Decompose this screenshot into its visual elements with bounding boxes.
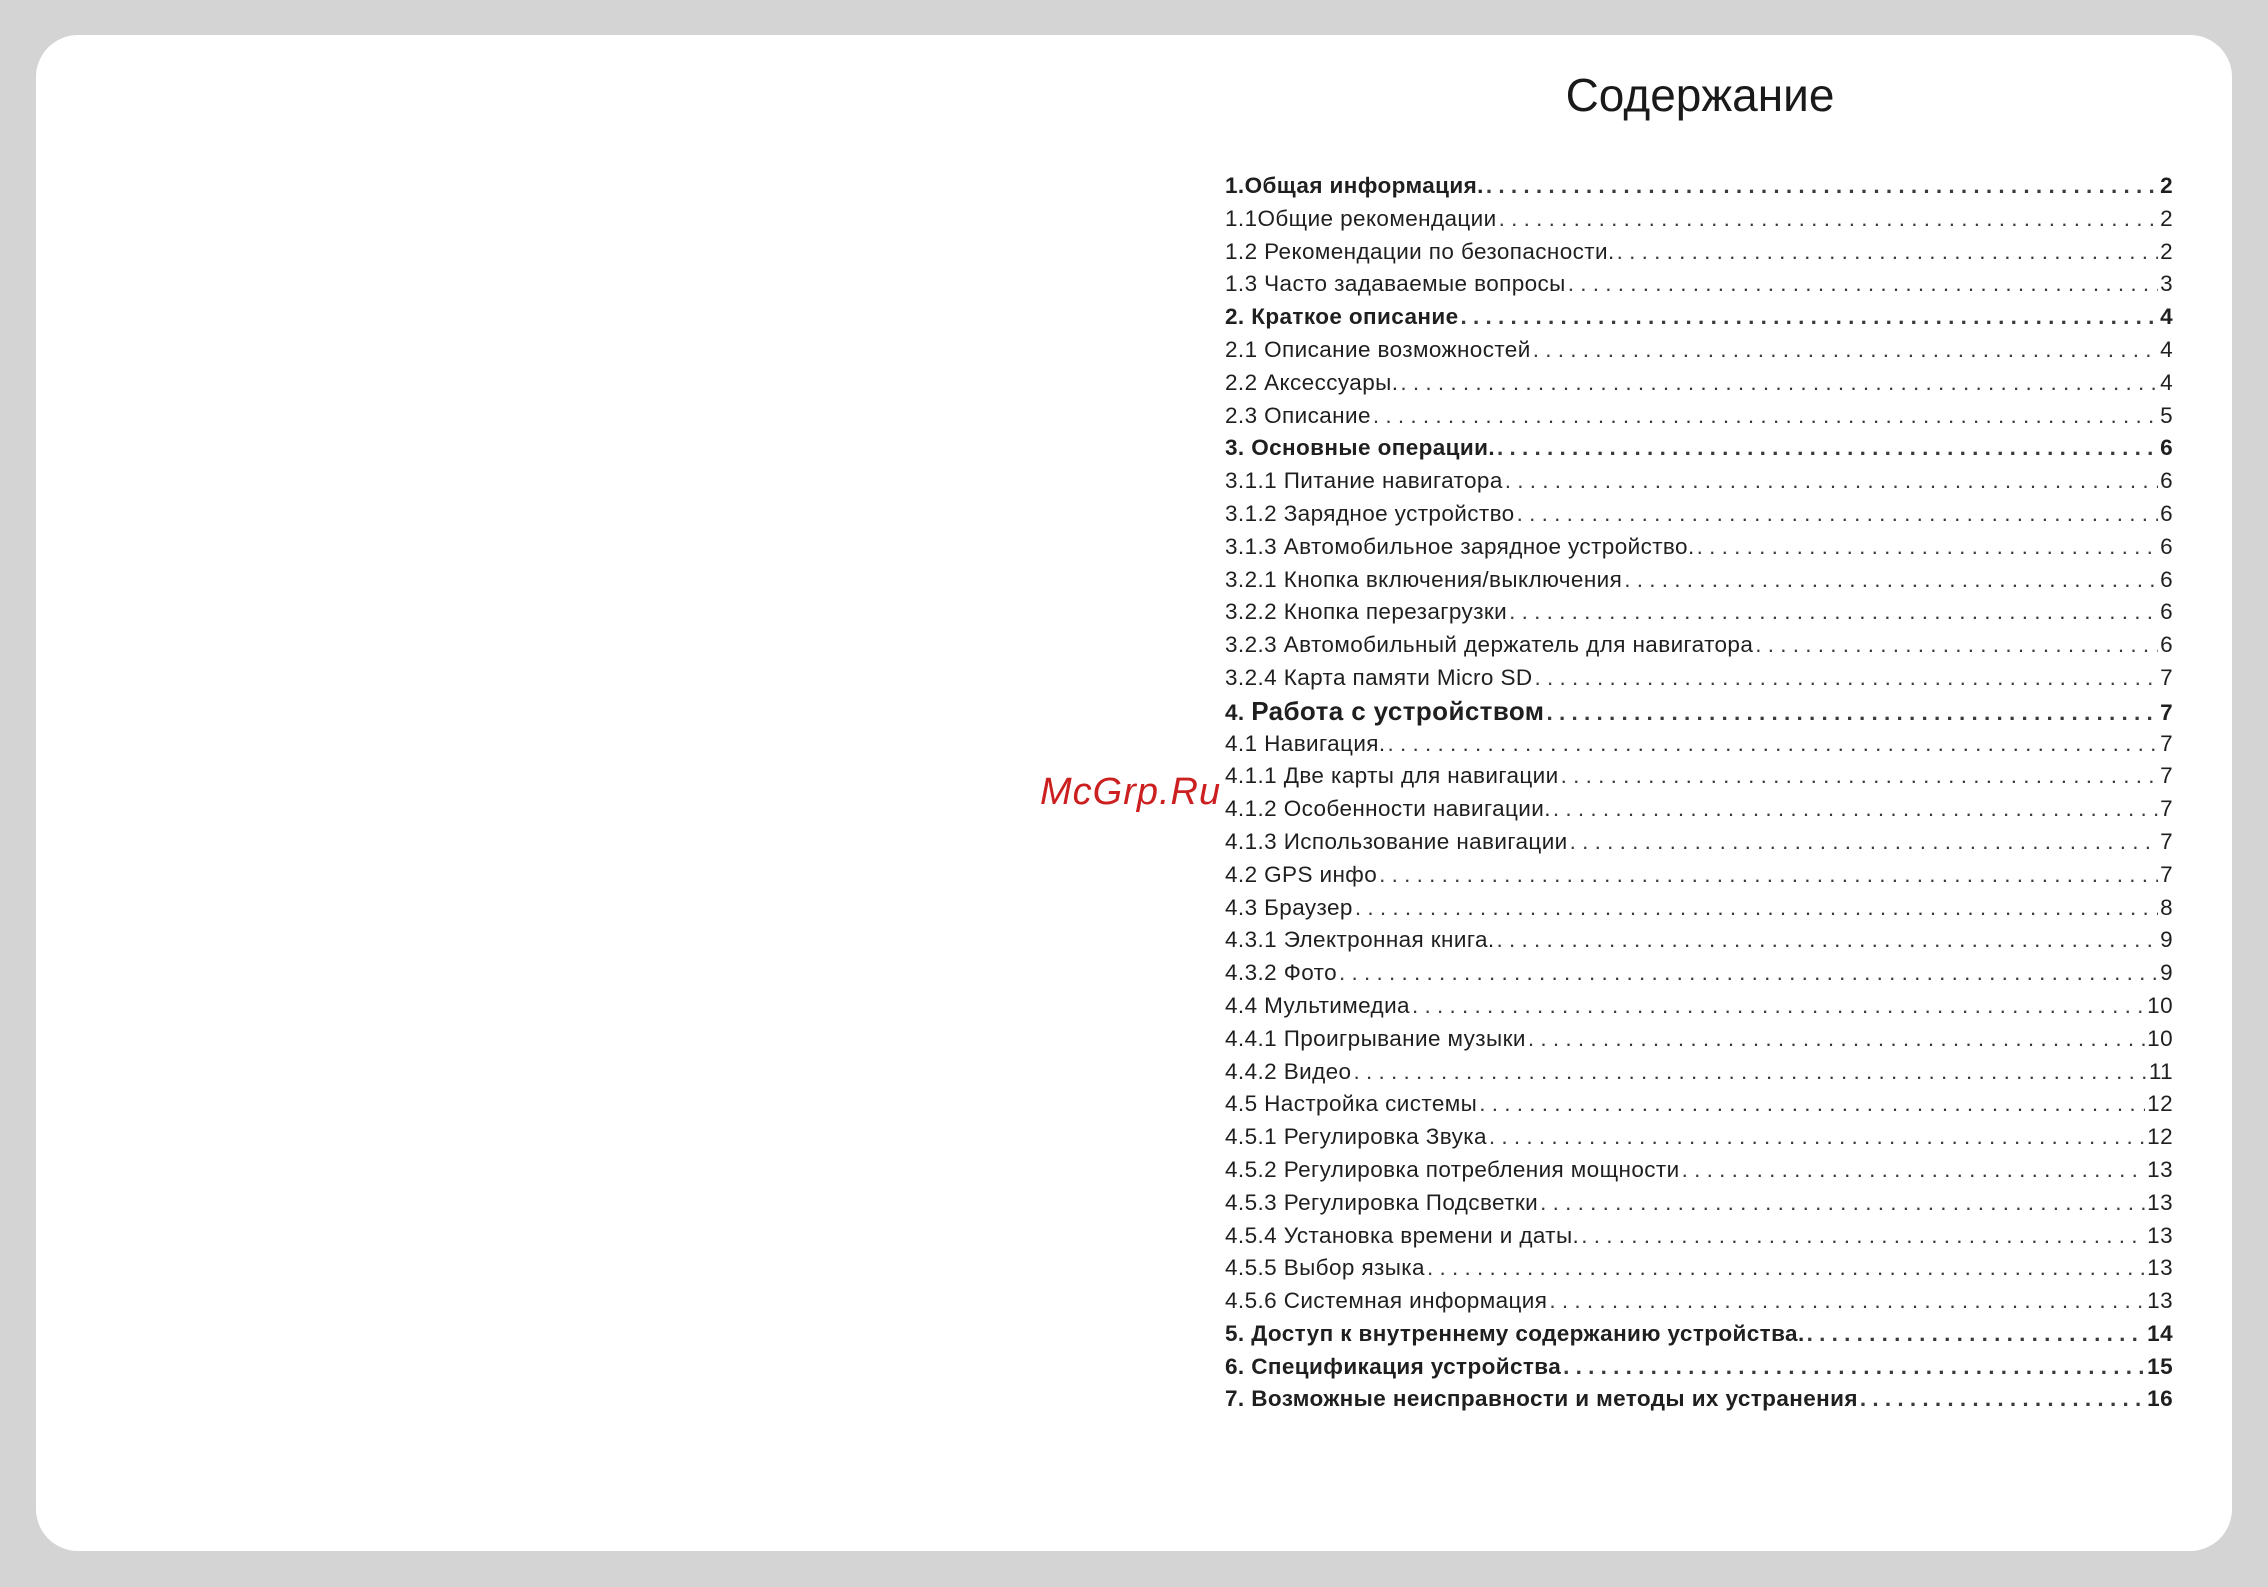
toc-entry xyxy=(1225,1056,2173,1089)
toc-entry-page-number: 14 xyxy=(2147,1320,2173,1346)
toc-leader-dots xyxy=(1568,268,2158,301)
page-title: Содержание xyxy=(1565,69,1835,121)
toc-entry xyxy=(1225,236,2173,269)
toc-entry-label: 4.5.4 Установка времени и даты. xyxy=(1225,1222,1580,1248)
toc-entry-label: 1.Общая информация. xyxy=(1225,173,1484,198)
toc-entry xyxy=(1225,892,2173,925)
toc-entry-page-number: 13 xyxy=(2147,1288,2173,1314)
toc-leader-dots xyxy=(1617,236,2158,269)
toc-entry-page-number: 4 xyxy=(2160,369,2173,395)
toc-entry xyxy=(1225,629,2173,662)
toc-entry-label: 4.1 Навигация. xyxy=(1225,730,1386,756)
toc-entry-page-number: 4 xyxy=(2160,304,2173,330)
toc-entry-label: 2.3 Описание xyxy=(1225,402,1371,428)
toc-entry xyxy=(1225,596,2173,629)
toc-entry-label: 4.1.1 Две карты для навигации xyxy=(1225,763,1559,789)
watermark: McGrp.Ru xyxy=(1040,771,1222,813)
toc-entry-label: 4.4.1 Проигрывание музыки xyxy=(1225,1025,1526,1051)
toc-entry-page-number: 7 xyxy=(2160,664,2173,690)
toc-leader-dots xyxy=(1400,367,2158,400)
toc-entry-page-number: 10 xyxy=(2147,1025,2173,1051)
toc-entry-page-number: 6 xyxy=(2160,468,2173,494)
toc-entry-label: 3.2.3 Автомобильный держатель для навигатора xyxy=(1225,632,1754,658)
toc-entry-page-number: 13 xyxy=(2147,1189,2173,1215)
toc-entry-page-number: 15 xyxy=(2147,1353,2173,1379)
toc-entry xyxy=(1225,465,2173,498)
toc-leader-dots xyxy=(1489,1121,2145,1154)
toc-entry xyxy=(1225,1383,2173,1416)
toc-entry xyxy=(1225,268,2173,301)
toc-entry-label: 3.1.3 Автомобильное зарядное устройство. xyxy=(1225,533,1695,559)
toc-entry-label: 4. Работа с устройством xyxy=(1225,695,1545,726)
toc-entry-label: 3.2.1 Кнопка включения/выключения xyxy=(1225,566,1623,592)
toc-leader-dots xyxy=(1563,1351,2145,1384)
toc-entry-page-number: 7 xyxy=(2160,861,2173,887)
toc-leader-dots xyxy=(1505,465,2158,498)
toc-leader-dots xyxy=(1486,170,2158,203)
toc-leader-dots xyxy=(1339,957,2158,990)
toc-leader-dots xyxy=(1755,629,2158,662)
toc-entry-page-number: 4 xyxy=(2160,336,2173,362)
toc-leader-dots xyxy=(1535,662,2159,695)
toc-entry-label: 4.5.2 Регулировка потребления мощности xyxy=(1225,1156,1680,1182)
toc-entry-label: 4.2 GPS инфо xyxy=(1225,861,1378,887)
toc-leader-dots xyxy=(1624,564,2158,597)
toc-entry-page-number: 6 xyxy=(2160,533,2173,559)
toc-entry-page-number: 12 xyxy=(2147,1091,2173,1117)
toc-entry-label: 4.5 Настройка системы xyxy=(1225,1091,1478,1117)
toc-entry xyxy=(1225,301,2173,334)
toc-leader-dots xyxy=(1412,990,2145,1023)
toc-entry xyxy=(1225,990,2173,1023)
toc-entry-page-number: 7 xyxy=(2160,699,2173,725)
toc-entry xyxy=(1225,1285,2173,1318)
toc-leader-dots xyxy=(1497,924,2159,957)
table-of-contents xyxy=(1225,170,2173,1416)
toc-entry xyxy=(1225,1088,2173,1121)
toc-entry xyxy=(1225,498,2173,531)
toc-entry xyxy=(1225,793,2173,826)
toc-leader-dots xyxy=(1479,1088,2145,1121)
toc-entry xyxy=(1225,334,2173,367)
toc-entry xyxy=(1225,367,2173,400)
toc-leader-dots xyxy=(1546,697,2158,728)
toc-leader-dots xyxy=(1427,1252,2145,1285)
toc-entry-page-number: 6 xyxy=(2160,500,2173,526)
toc-leader-dots xyxy=(1517,498,2158,531)
toc-leader-dots xyxy=(1353,1056,2146,1089)
toc-entry-label: 3.2.4 Карта памяти Micro SD xyxy=(1225,664,1533,690)
toc-entry-page-number: 8 xyxy=(2160,894,2173,920)
toc-entry xyxy=(1225,170,2173,203)
toc-entry-page-number: 7 xyxy=(2160,796,2173,822)
toc-entry-label: 4.4.2 Видео xyxy=(1225,1058,1352,1084)
toc-entry-page-number: 7 xyxy=(2160,730,2173,756)
toc-entry xyxy=(1225,1351,2173,1384)
toc-leader-dots xyxy=(1697,531,2158,564)
toc-entry xyxy=(1225,1220,2173,1253)
toc-leader-dots xyxy=(1540,1187,2145,1220)
toc-leader-dots xyxy=(1549,1285,2145,1318)
toc-entry xyxy=(1225,695,2173,728)
toc-entry-page-number: 7 xyxy=(2160,828,2173,854)
toc-entry-label: 4.5.5 Выбор языка xyxy=(1225,1255,1425,1281)
toc-entry-label: 3.2.2 Кнопка перезагрузки xyxy=(1225,599,1508,625)
toc-entry-page-number: 6 xyxy=(2160,566,2173,592)
toc-entry-label: 3. Основные операции. xyxy=(1225,435,1496,461)
toc-entry-page-number: 2 xyxy=(2160,173,2173,198)
toc-entry-page-number: 13 xyxy=(2147,1255,2173,1281)
toc-entry xyxy=(1225,1187,2173,1220)
toc-entry xyxy=(1225,760,2173,793)
toc-entry-label: 2.2 Аксессуары. xyxy=(1225,369,1399,395)
toc-entry xyxy=(1225,1318,2173,1351)
toc-entry-page-number: 10 xyxy=(2147,992,2173,1018)
toc-entry-label: 4.3 Браузер xyxy=(1225,894,1353,920)
toc-entry-label: 4.3.2 Фото xyxy=(1225,960,1337,986)
toc-entry-label: 4.4 Мультимедиа xyxy=(1225,992,1410,1018)
toc-leader-dots xyxy=(1499,203,2158,236)
toc-entry xyxy=(1225,957,2173,990)
toc-leader-dots xyxy=(1570,826,2158,859)
toc-entry xyxy=(1225,859,2173,892)
toc-entry-label: 2.1 Описание возможностей xyxy=(1225,336,1531,362)
toc-leader-dots xyxy=(1355,892,2158,925)
toc-entry-page-number: 16 xyxy=(2147,1386,2173,1412)
toc-entry xyxy=(1225,531,2173,564)
toc-entry xyxy=(1225,662,2173,695)
toc-entry-page-number: 13 xyxy=(2147,1222,2173,1248)
toc-entry-page-number: 7 xyxy=(2160,763,2173,789)
toc-entry xyxy=(1225,1252,2173,1285)
toc-leader-dots xyxy=(1807,1318,2146,1351)
toc-entry-page-number: 13 xyxy=(2147,1156,2173,1182)
toc-leader-dots xyxy=(1860,1383,2145,1416)
toc-leader-dots xyxy=(1497,432,2158,465)
toc-entry-page-number: 9 xyxy=(2160,927,2173,953)
toc-entry-label: 1.2 Рекомендации по безопасности. xyxy=(1225,238,1615,264)
toc-leader-dots xyxy=(1553,793,2158,826)
toc-leader-dots xyxy=(1388,728,2159,761)
toc-leader-dots xyxy=(1581,1220,2145,1253)
toc-entry-page-number: 11 xyxy=(2148,1058,2173,1084)
toc-entry xyxy=(1225,1023,2173,1056)
toc-entry-page-number: 3 xyxy=(2160,271,2173,297)
toc-entry-label: 5. Доступ к внутреннему содержанию устройства. xyxy=(1225,1320,1805,1346)
toc-leader-dots xyxy=(1509,596,2158,629)
toc-entry-label: 4.5.1 Регулировка Звука xyxy=(1225,1124,1487,1150)
toc-leader-dots xyxy=(1373,400,2158,433)
toc-entry-label: 4.5.3 Регулировка Подсветки xyxy=(1225,1189,1539,1215)
toc-entry-page-number: 12 xyxy=(2147,1124,2173,1150)
toc-entry-page-number: 6 xyxy=(2160,599,2173,625)
toc-entry xyxy=(1225,728,2173,761)
toc-entry-page-number: 2 xyxy=(2160,238,2173,264)
toc-entry xyxy=(1225,1154,2173,1187)
toc-leader-dots xyxy=(1461,301,2159,334)
toc-entry-page-number: 2 xyxy=(2160,205,2173,231)
toc-entry xyxy=(1225,432,2173,465)
toc-entry xyxy=(1225,400,2173,433)
toc-entry-label: 3.1.1 Питание навигатора xyxy=(1225,468,1503,494)
toc-entry-page-number: 6 xyxy=(2160,435,2173,461)
toc-entry-page-number: 6 xyxy=(2160,632,2173,658)
toc-leader-dots xyxy=(1379,859,2158,892)
toc-leader-dots xyxy=(1561,760,2158,793)
toc-entry-label: 1.1Общие рекомендации xyxy=(1225,205,1497,231)
toc-leader-dots xyxy=(1528,1023,2145,1056)
toc-entry-label: 4.5.6 Системная информация xyxy=(1225,1288,1548,1314)
toc-entry xyxy=(1225,203,2173,236)
toc-entry-label: 2. Краткое описание xyxy=(1225,304,1459,330)
toc-entry-label: 7. Возможные неисправности и методы их устранения xyxy=(1225,1386,1858,1412)
toc-leader-dots xyxy=(1682,1154,2146,1187)
toc-entry-page-number: 9 xyxy=(2160,960,2173,986)
toc-leader-dots xyxy=(1533,334,2158,367)
toc-entry xyxy=(1225,564,2173,597)
toc-entry xyxy=(1225,924,2173,957)
toc-entry-label: 6. Спецификация устройства xyxy=(1225,1353,1562,1379)
toc-entry-label: 3.1.2 Зарядное устройство xyxy=(1225,500,1515,526)
toc-entry-page-number: 5 xyxy=(2160,402,2173,428)
toc-entry-label: 4.3.1 Электронная книга. xyxy=(1225,927,1495,953)
toc-entry-label: 4.1.3 Использование навигации xyxy=(1225,828,1568,854)
toc-entry xyxy=(1225,1121,2173,1154)
toc-entry-label: 4.1.2 Особенности навигации. xyxy=(1225,796,1551,822)
toc-entry xyxy=(1225,826,2173,859)
toc-entry-label: 1.3 Часто задаваемые вопросы xyxy=(1225,271,1566,297)
